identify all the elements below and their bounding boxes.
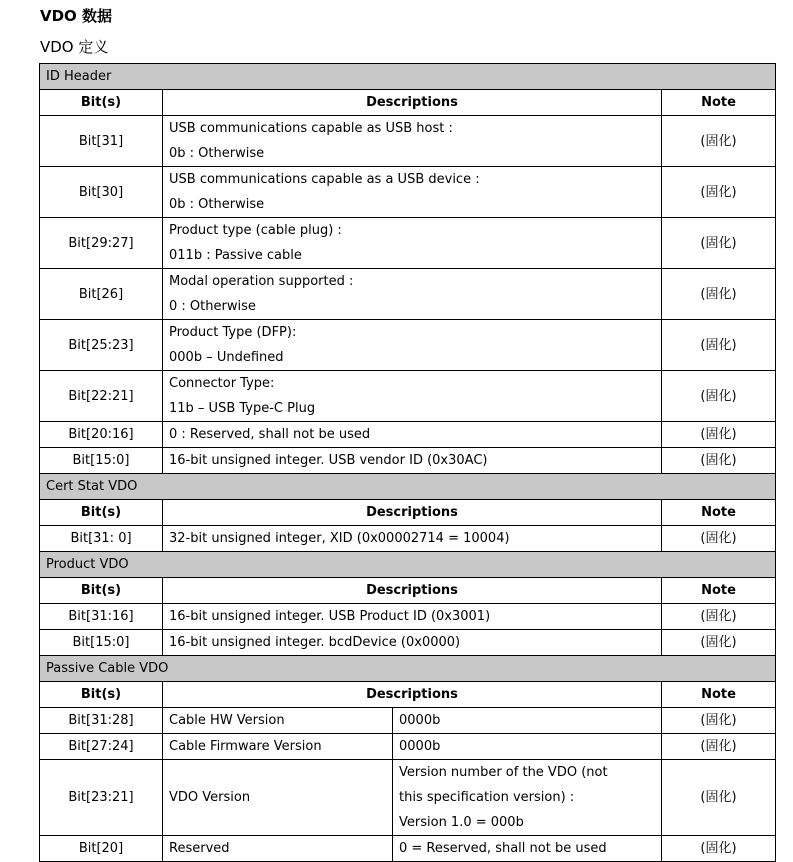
bit-cell: Bit[27:24]	[40, 734, 163, 760]
note-cell: (固化)	[662, 734, 776, 760]
description-line: USB communications capable as a USB device :	[169, 172, 480, 187]
field-value-cell: 0 = Reserved, shall not be used	[393, 836, 662, 862]
description-cell	[163, 320, 662, 371]
note-cell: (固化)	[662, 167, 776, 218]
column-header-row	[40, 90, 776, 116]
bit-cell: Bit[31:16]	[40, 604, 163, 630]
vdo-definition-table	[39, 63, 776, 862]
description-line: 011b : Passive cable	[169, 248, 302, 263]
field-value-cell: 0000b	[393, 734, 662, 760]
column-header-note: Note	[662, 682, 776, 708]
field-value-line: this specification version) :	[399, 790, 575, 805]
section-header-cert-stat	[40, 474, 776, 500]
note-cell: (固化)	[662, 371, 776, 422]
note-cell: (固化)	[662, 760, 776, 836]
note-cell: (固化)	[662, 604, 776, 630]
description-line: Product type (cable plug) :	[169, 223, 342, 238]
field-name-cell: VDO Version	[163, 760, 393, 836]
table-row	[40, 836, 776, 862]
column-header-descriptions: Descriptions	[163, 578, 662, 604]
description-cell	[163, 218, 662, 269]
bit-cell: Bit[25:23]	[40, 320, 163, 371]
table-row	[40, 526, 776, 552]
section-title: ID Header	[40, 64, 776, 90]
field-value-cell: 0000b	[393, 708, 662, 734]
description-line: Modal operation supported :	[169, 274, 354, 289]
table-row	[40, 630, 776, 656]
description-line: 0b : Otherwise	[169, 197, 265, 212]
bit-cell: Bit[15:0]	[40, 448, 163, 474]
note-cell: (固化)	[662, 836, 776, 862]
column-header-descriptions: Descriptions	[163, 500, 662, 526]
bit-cell: Bit[31:28]	[40, 708, 163, 734]
section-header-product	[40, 552, 776, 578]
bit-cell: Bit[29:27]	[40, 218, 163, 269]
description-line: 11b – USB Type-C Plug	[169, 401, 316, 416]
table-row	[40, 604, 776, 630]
note-cell: (固化)	[662, 422, 776, 448]
note-cell: (固化)	[662, 708, 776, 734]
table-row	[40, 269, 776, 320]
column-header-note: Note	[662, 500, 776, 526]
description-line: Product Type (DFP):	[169, 325, 297, 340]
bit-cell: Bit[15:0]	[40, 630, 163, 656]
bit-cell: Bit[22:21]	[40, 371, 163, 422]
bit-cell: Bit[20:16]	[40, 422, 163, 448]
description-cell: 16-bit unsigned integer. USB vendor ID (0x30AC)	[163, 448, 662, 474]
note-cell: (固化)	[662, 526, 776, 552]
table-row	[40, 760, 776, 836]
note-cell: (固化)	[662, 320, 776, 371]
section-header-id-header	[40, 64, 776, 90]
table-row	[40, 422, 776, 448]
field-value-line: Version 1.0 = 000b	[399, 815, 524, 830]
bit-cell: Bit[23:21]	[40, 760, 163, 836]
field-value-line: Version number of the VDO (not	[399, 765, 608, 780]
column-header-note: Note	[662, 90, 776, 116]
table-row	[40, 448, 776, 474]
table-row	[40, 708, 776, 734]
field-value-cell	[393, 760, 662, 836]
description-line: 000b – Undefined	[169, 350, 284, 365]
section-header-passive-cable	[40, 656, 776, 682]
column-header-bits: Bit(s)	[40, 682, 163, 708]
description-line: Connector Type:	[169, 376, 275, 391]
table-row	[40, 218, 776, 269]
note-cell: (固化)	[662, 218, 776, 269]
column-header-bits: Bit(s)	[40, 578, 163, 604]
column-header-bits: Bit(s)	[40, 90, 163, 116]
note-cell: (固化)	[662, 630, 776, 656]
description-cell	[163, 167, 662, 218]
bit-cell: Bit[26]	[40, 269, 163, 320]
description-cell	[163, 269, 662, 320]
column-header-descriptions: Descriptions	[163, 90, 662, 116]
page-title: VDO 数据	[40, 7, 113, 25]
section-title: Cert Stat VDO	[40, 474, 776, 500]
column-header-note: Note	[662, 578, 776, 604]
table-row	[40, 167, 776, 218]
description-line: 0 : Otherwise	[169, 299, 256, 314]
field-name-cell: Cable Firmware Version	[163, 734, 393, 760]
bit-cell: Bit[30]	[40, 167, 163, 218]
bit-cell: Bit[31: 0]	[40, 526, 163, 552]
bit-cell: Bit[31]	[40, 116, 163, 167]
note-cell: (固化)	[662, 116, 776, 167]
table-row	[40, 734, 776, 760]
description-cell	[163, 371, 662, 422]
page-subtitle: VDO 定义	[40, 38, 109, 56]
description-line: 0b : Otherwise	[169, 146, 265, 161]
table-row	[40, 320, 776, 371]
description-cell: 32-bit unsigned integer, XID (0x00002714 = 10004)	[163, 526, 662, 552]
note-cell: (固化)	[662, 448, 776, 474]
description-line: USB communications capable as USB host :	[169, 121, 453, 136]
description-cell: 0 : Reserved, shall not be used	[163, 422, 662, 448]
field-name-cell: Reserved	[163, 836, 393, 862]
table-row	[40, 116, 776, 167]
description-cell: 16-bit unsigned integer. bcdDevice (0x0000)	[163, 630, 662, 656]
column-header-bits: Bit(s)	[40, 500, 163, 526]
section-title: Passive Cable VDO	[40, 656, 776, 682]
description-cell: 16-bit unsigned integer. USB Product ID (0x3001)	[163, 604, 662, 630]
column-header-descriptions: Descriptions	[163, 682, 662, 708]
column-header-row	[40, 578, 776, 604]
table-row	[40, 371, 776, 422]
note-cell: (固化)	[662, 269, 776, 320]
field-name-cell: Cable HW Version	[163, 708, 393, 734]
column-header-row	[40, 500, 776, 526]
description-cell	[163, 116, 662, 167]
column-header-row	[40, 682, 776, 708]
bit-cell: Bit[20]	[40, 836, 163, 862]
section-title: Product VDO	[40, 552, 776, 578]
